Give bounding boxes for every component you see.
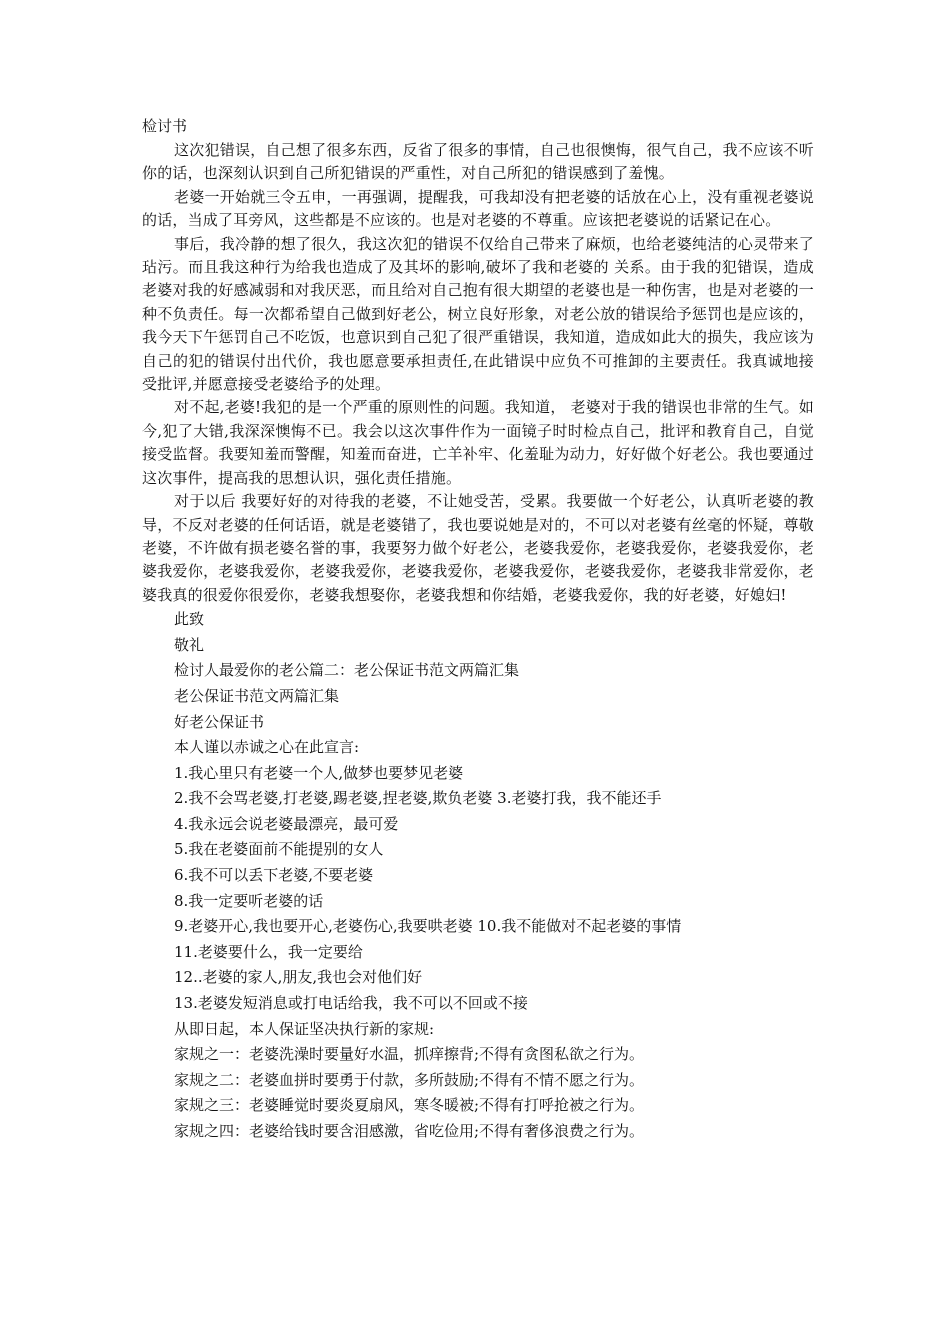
text-line: 本人谨以赤诚之心在此宣言: [174,738,360,757]
pledge-item: 1.我心里只有老婆一个人,做梦也要梦见老婆 [174,763,464,782]
paragraph: 老婆一开始就三令五申，一再强调，提醒我，可我却没有把老婆的话放在心上，没有重视老婆说的话，当成了耳旁风，这些都是不应该的。也是对老婆的不尊重。应该把老婆说的话紧记在心。 [142,187,814,230]
pledge-item: 12..老婆的家人,朋友,我也会对他们好 [174,968,423,987]
house-rule: 家规之三：老婆睡觉时要炎夏扇风，寒冬暖被;不得有打呼抢被之行为。 [174,1096,645,1115]
house-rule: 家规之一：老婆洗澡时要量好水温，抓痒擦背;不得有贪图私欲之行为。 [174,1045,645,1064]
section-heading: 检讨人最爱你的老公篇二：老公保证书范文两篇汇集 [174,661,520,680]
pledge-item: 6.我不可以丢下老婆,不要老婆 [174,866,374,885]
pledge-item: 8.我一定要听老婆的话 [174,891,324,910]
house-rule: 家规之四：老婆给钱时要含泪感激，省吃俭用;不得有奢侈浪费之行为。 [174,1122,645,1140]
text-line: 从即日起，本人保证坚决执行新的家规: [174,1019,435,1038]
paragraph: 对于以后 我要好好的对待我的老婆，不让她受苦，受累。我要做一个好老公，认真听老婆的教导，不反对老婆的任何话语，就是老婆错了，我也要说她是对的，不可以对老婆有丝毫的怀疑，尊敬老婆，不许做有损老婆名誉的事，我要努力做个好老公，老婆我爱你，老婆我爱你，老婆我爱你，老婆我爱你，老婆我爱你，老婆我爱你，老婆我爱你，老婆我爱你，老婆我爱你，老婆我非常爱你，老婆我真的很爱你很爱你，老婆我想娶你，老婆我想和你结婚，老婆我爱你，我的好老婆，好媳妇! [142,492,814,604]
paragraph: 事后，我冷静的想了很久，我这次犯的错误不仅给自己带来了麻烦，也给老婆纯洁的心灵带来了玷污。而且我这种行为给我也造成了及其坏的影响,破坏了我和老婆的 关系。由于我的犯错误，造成老婆对我的好感减弱和对我厌恶，而且给对自己抱有很大期望的老婆也是一种伤害，也是对老婆的一种不负责任。每一次都希望自己做到好老公，树立良好形象，对老公放的错误给予惩罚也是应该的，我今天下午惩罚自己不吃饭，也意识到自己犯了很严重错误，我知道，造成如此大的损失，我应该为自己的犯的错误付出代价，我也愿意要承担责任,在此错误中应负不可推卸的主要责任。我真诚地接受批评,并愿意接受老婆给予的处理。 [142,234,814,394]
pledge-item: 9.老婆开心,我也要开心,老婆伤心,我要哄老婆 10.我不能做对不起老婆的事情 [174,917,682,936]
closing-line: 此致 [174,610,205,629]
document-title: 检讨书 [142,117,188,135]
closing-line: 敬礼 [174,635,205,654]
section-heading: 老公保证书范文两篇汇集 [174,686,340,705]
house-rule: 家规之二：老婆血拼时要勇于付款，多所鼓励;不得有不情不愿之行为。 [174,1070,645,1089]
pledge-item: 4.我永远会说老婆最漂亮，最可爱 [174,814,399,833]
paragraph: 这次犯错误，自己想了很多东西，反省了很多的事情，自己也很懊悔，很气自己，我不应该不听你的话，也深刻认识到自己所犯错误的严重性，对自己所犯的错误感到了羞愧。 [142,141,814,183]
pledge-item: 5.我在老婆面前不能提别的女人 [174,840,384,859]
paragraph: 对不起,老婆!我犯的是一个严重的原则性的问题。我知道， 老婆对于我的错误也非常的生气。如今,犯了大错,我深深懊悔不已。我会以这次事件作为一面镜子时时检点自己，批评和教育自己，自觉接受监督。我要知羞而警醒，知羞而奋进，亡羊补牢、化羞耻为动力，好好做个好老公。我也要通过这次事件，提高我的思想认识，强化责任措施。 [142,398,814,487]
pledge-item: 2.我不会骂老婆,打老婆,踢老婆,捏老婆,欺负老婆 3.老婆打我，我不能还手 [174,789,662,808]
section-heading: 好老公保证书 [174,712,265,731]
pledge-item: 13.老婆发短消息或打电话给我，我不可以不回或不接 [174,994,528,1013]
pledge-item: 11.老婆要什么，我一定要给 [174,942,363,961]
document-page [142,114,814,1145]
